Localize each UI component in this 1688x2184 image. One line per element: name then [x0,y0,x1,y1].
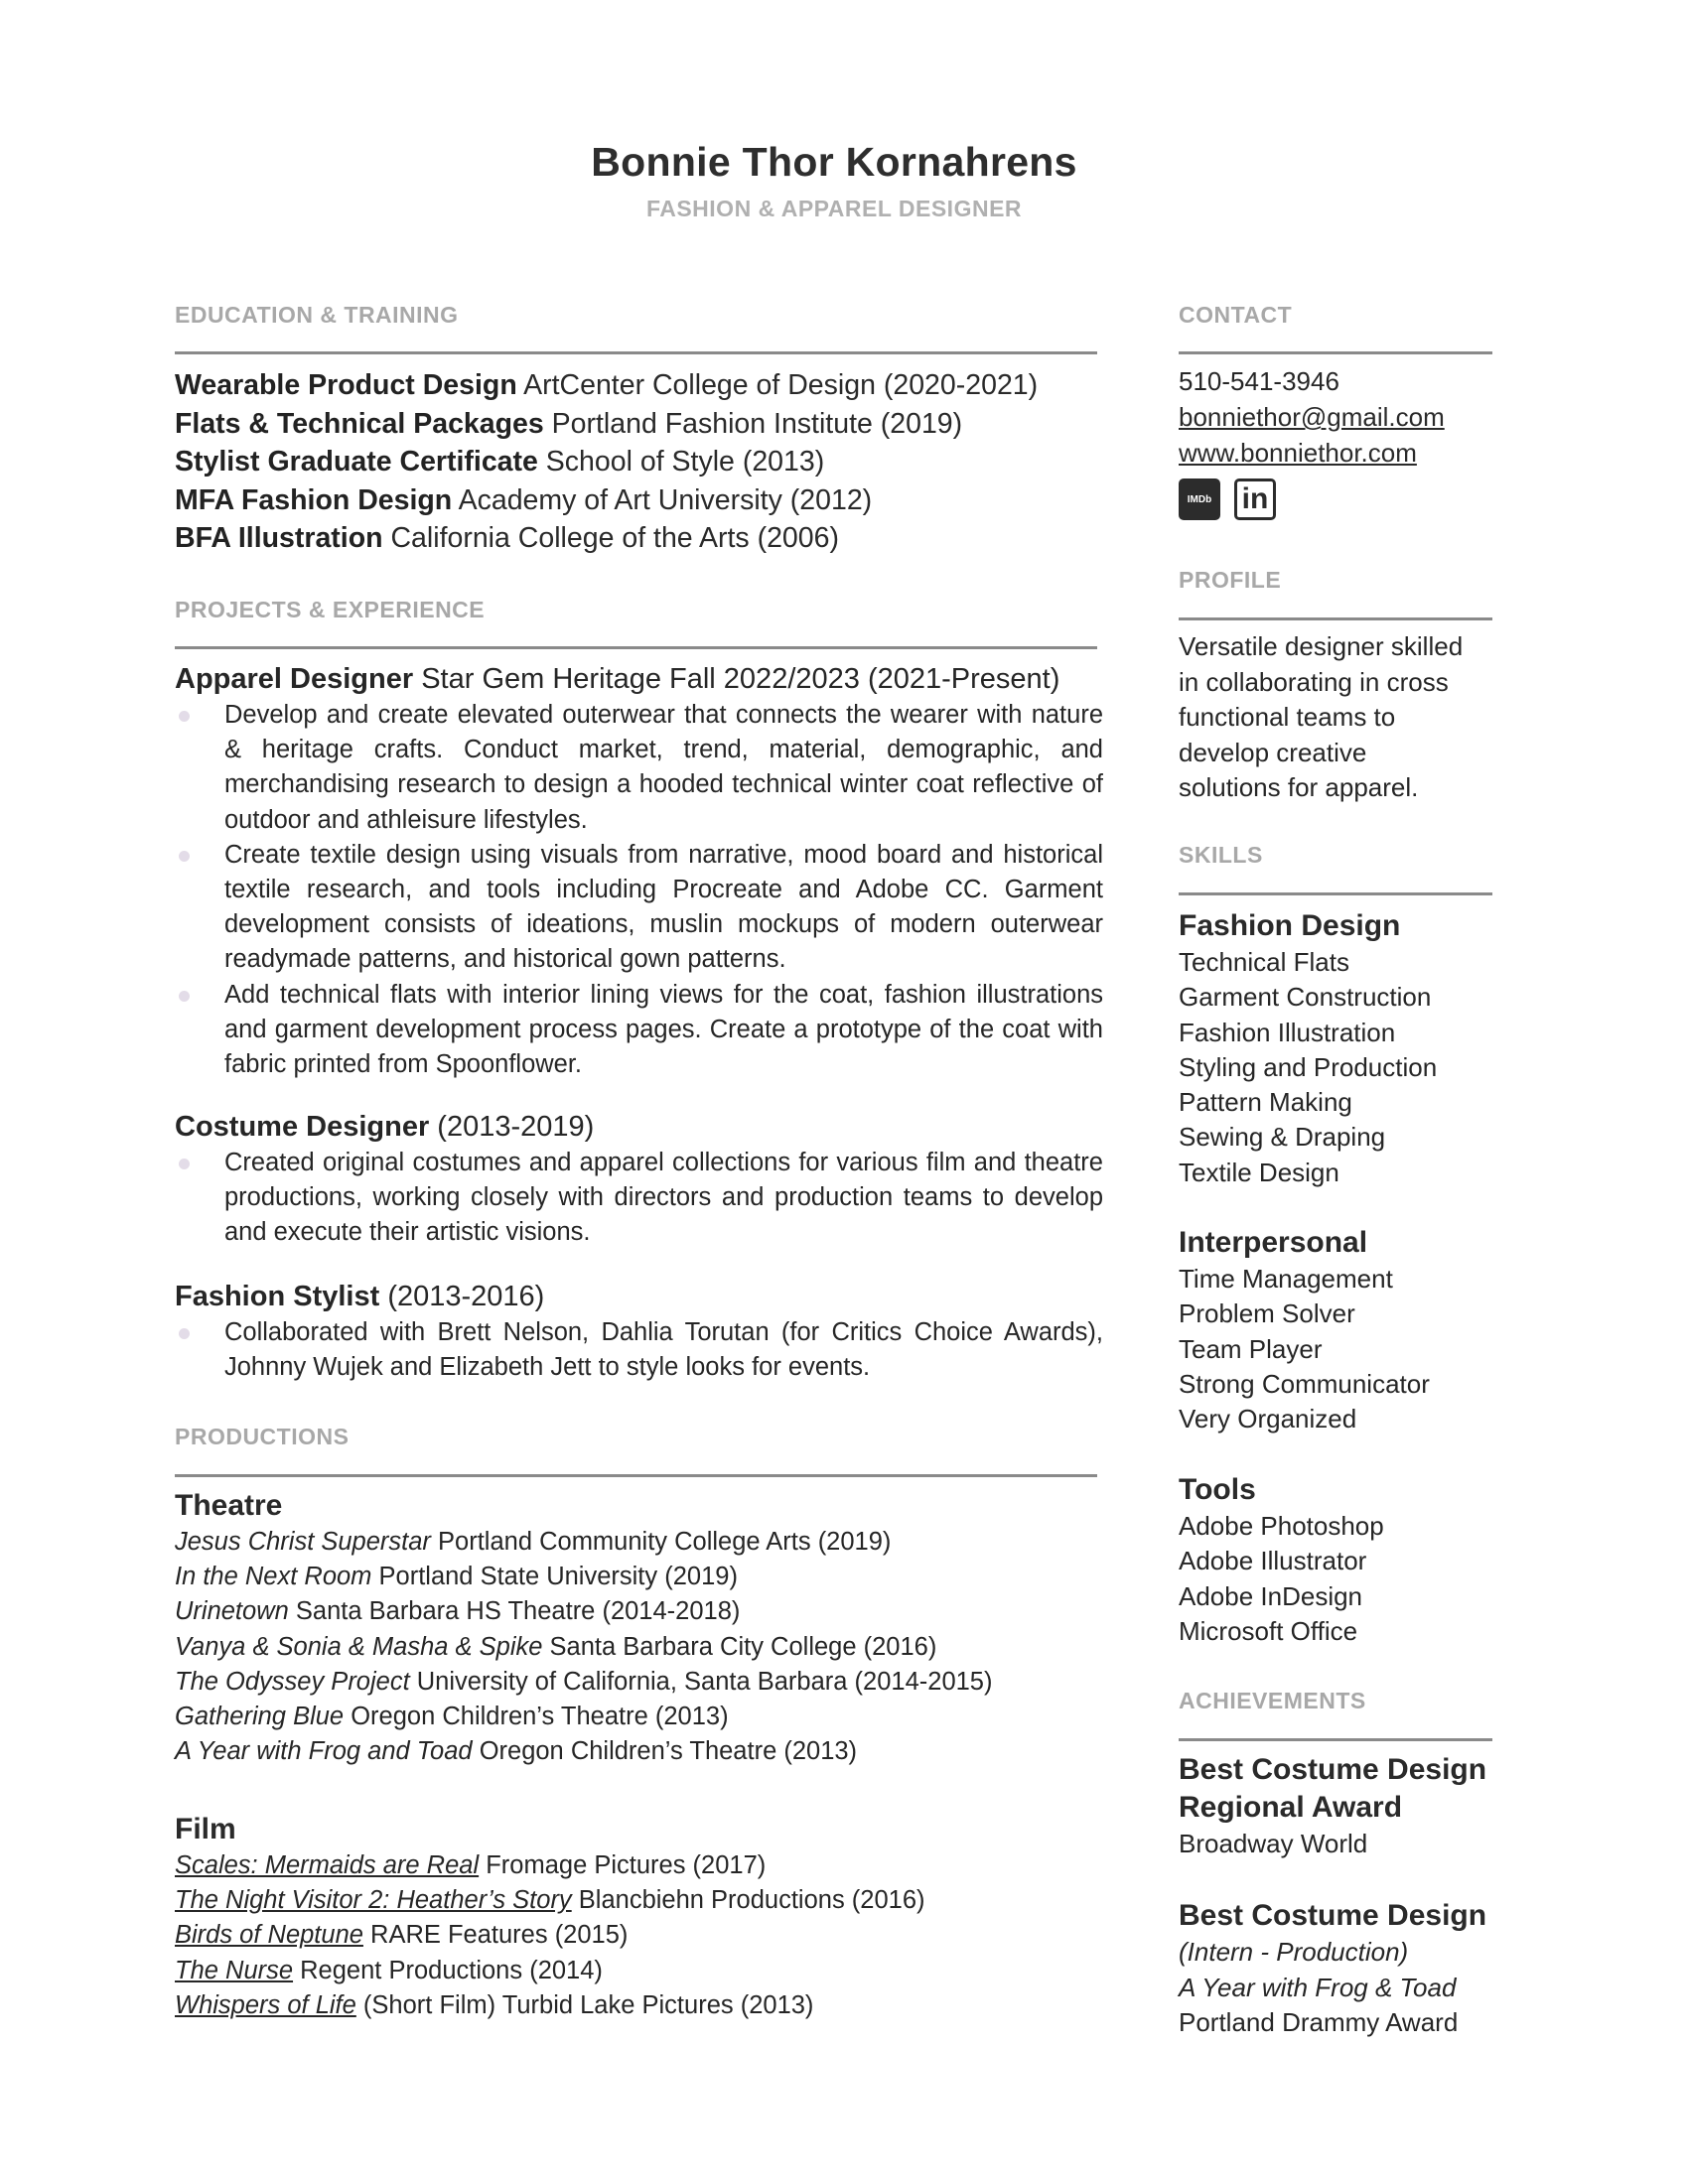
achievements-heading: ACHIEVEMENTS [1179,1688,1366,1713]
production-item [175,1525,1103,1560]
degree-title: Flats & Technical Packages [175,407,544,440]
production-item [175,1988,1103,2023]
skills-heading: SKILLS [1179,842,1263,868]
film-heading: Film [175,1813,236,1845]
education-list [175,366,1103,558]
skill-item: Very Organized [1179,1404,1357,1434]
job-details: (2013-2016) [387,1281,545,1312]
email-link[interactable]: bonniethor@gmail.com [1179,402,1445,432]
job-title-line [175,660,1103,698]
job-title-line [175,1108,1103,1146]
bullet-dot [179,711,190,722]
production-title: In the Next Room [175,1563,372,1591]
skill-item: Pattern Making [1179,1087,1352,1118]
skill-item: Garment Construction [1179,982,1432,1013]
skill-item: Strong Communicator [1179,1368,1430,1399]
skill-item: Team Player [1179,1333,1323,1364]
candidate-title: FASHION & APPAREL DESIGNER [645,196,1023,221]
skill-item: Technical Flats [1179,947,1349,977]
production-venue: Santa Barbara City College (2016) [549,1632,937,1661]
production-item [175,1918,1103,1953]
production-title: A Year with Frog and Toad [175,1737,473,1766]
award-subtitle: Regional Award [1179,1791,1403,1824]
bullet-dot [179,851,190,862]
film-section [175,1811,1103,2023]
education-item [175,443,1103,481]
education-item [175,366,1103,405]
bullet-dot [179,1159,190,1169]
job-bullets [175,698,1103,1082]
production-company: Fromage Pictures (2017) [486,1851,767,1879]
skill-group-title: Tools [1179,1473,1256,1506]
job-bullets [175,1315,1103,1385]
degree-title: Wearable Product Design [175,369,517,401]
degree-title: BFA Illustration [175,522,383,554]
film-title-link[interactable]: Birds of Neptune [175,1921,363,1950]
production-title: Jesus Christ Superstar [175,1528,431,1556]
award-regional [1179,1751,1496,1862]
skill-item: Fashion Illustration [1179,1017,1396,1047]
skill-item: Microsoft Office [1179,1615,1358,1646]
job-title: Apparel Designer [175,663,414,695]
skill-group-title: Interpersonal [1179,1226,1368,1259]
degree-school: School of Style (2013) [545,446,825,478]
bullet-dot [179,991,190,1002]
experience-divider [175,646,1097,649]
film-title-link[interactable]: Whispers of Life [175,1990,356,2019]
production-item [175,1848,1103,1883]
degree-school: Academy of Art University (2012) [458,483,873,516]
production-company: RARE Features (2015) [370,1921,629,1950]
bullet-item: Develop and create elevated outerwear that connects the wearer with nature & heritage crafts. Conduct market, trend, material, demographic, and merchandising research to design a hooded technical winter coat reflective of outdoor and athleisure lifestyles. [175,698,1103,838]
profile-line: solutions for apparel. [1179,772,1419,802]
award-org: Broadway World [1179,1829,1368,1858]
contact-heading: CONTACT [1179,302,1293,328]
profile-heading: PROFILE [1179,567,1282,593]
skills-fashion-design [1179,907,1496,1190]
job-details: (2013-2019) [437,1111,595,1143]
experience-heading: PROJECTS & EXPERIENCE [175,597,486,622]
production-venue: Oregon Children’s Theatre (2013) [479,1737,858,1766]
profile-line: develop creative [1179,737,1367,767]
contact-block [1179,363,1496,520]
production-item [175,1560,1103,1594]
award-category: (Intern - Production) [1179,1937,1409,1967]
achievements-divider [1179,1738,1492,1741]
profile-line: functional teams to [1179,702,1396,732]
education-item [175,519,1103,558]
degree-title: Stylist Graduate Certificate [175,446,538,478]
award-title: Best Costume Design [1179,1899,1487,1932]
theatre-heading: Theatre [175,1489,283,1522]
theatre-section [175,1487,1103,1769]
degree-school: ArtCenter College of Design (2020-2021) [523,369,1039,401]
skill-item: Adobe Illustrator [1179,1546,1367,1576]
production-item [175,1700,1103,1734]
skill-item: Styling and Production [1179,1051,1438,1082]
job-details: Star Gem Heritage Fall 2022/2023 (2021-Present) [421,663,1060,695]
linkedin-icon[interactable]: in [1234,478,1276,520]
profile-block [1179,629,1496,806]
profile-line: in collaborating in cross [1179,666,1449,697]
production-title: Gathering Blue [175,1703,345,1731]
imdb-icon[interactable]: IMDb [1179,478,1220,520]
skill-item: Sewing & Draping [1179,1122,1386,1153]
bullet-item: Create textile design using visuals from narrative, mood board and historical textile research, and tools including Procreate and Adobe CC. Garment development consists of ideations, muslin mockups of modern outerwear readymade patterns, and historical gown patterns. [175,838,1103,978]
degree-title: MFA Fashion Design [175,483,453,516]
production-item [175,1883,1103,1918]
resume-header [0,139,1668,222]
production-company: (Short Film) Turbid Lake Pictures (2013) [362,1990,814,2019]
skill-item: Problem Solver [1179,1298,1355,1329]
skill-item: Adobe InDesign [1179,1580,1363,1611]
profile-line: Versatile designer skilled [1179,631,1464,661]
profile-divider [1179,617,1492,620]
contact-divider [1179,351,1492,354]
award-org: Portland Drammy Award [1179,2007,1459,2037]
bullet-item: Collaborated with Brett Nelson, Dahlia Torutan (for Critics Choice Awards), Johnny Wujek and Elizabeth Jett to style looks for events. [175,1315,1103,1385]
production-title: The Odyssey Project [175,1667,410,1696]
production-company: Blancbiehn Productions (2016) [578,1886,925,1915]
skills-tools [1179,1471,1496,1649]
production-venue: Santa Barbara HS Theatre (2014-2018) [295,1597,741,1626]
production-item [175,1594,1103,1629]
film-title-link[interactable]: The Night Visitor 2: Heather’s Story [175,1886,572,1915]
website-link[interactable]: www.bonniethor.com [1179,438,1417,468]
degree-school: Portland Fashion Institute (2019) [551,407,963,440]
job-fashion-stylist [175,1278,1103,1385]
award-title: Best Costume Design [1179,1753,1487,1786]
skill-item: Textile Design [1179,1157,1339,1187]
job-title: Costume Designer [175,1111,430,1143]
job-bullets [175,1146,1103,1251]
skills-divider [1179,892,1492,895]
film-title-link[interactable]: The Nurse [175,1956,294,1984]
job-costume-designer [175,1108,1103,1251]
production-title: Vanya & Sonia & Masha & Spike [175,1632,543,1661]
degree-school: California College of the Arts (2006) [390,522,839,554]
skill-item: Adobe Photoshop [1179,1511,1384,1541]
skills-interpersonal [1179,1224,1496,1436]
candidate-name: Bonnie Thor Kornahrens [591,139,1077,185]
skill-item: Time Management [1179,1264,1393,1294]
phone-number: 510-541-3946 [1179,366,1339,396]
production-title: Urinetown [175,1597,289,1626]
job-title-line [175,1278,1103,1315]
production-item [175,1630,1103,1665]
job-apparel-designer [175,660,1103,1082]
education-item [175,405,1103,444]
production-item [175,1734,1103,1769]
social-icons [1179,478,1496,520]
production-item [175,1954,1103,1988]
award-production: A Year with Frog & Toad [1179,1972,1457,2002]
education-divider [175,351,1097,354]
bullet-item: Add technical flats with interior lining views for the coat, fashion illustrations and garment development process pages. Create a prototype of the coat with fabric printed from Spoonflower. [175,978,1103,1083]
production-company: Regent Productions (2014) [300,1956,603,1984]
production-venue: University of California, Santa Barbara (2014-2015) [416,1667,993,1696]
production-venue: Portland Community College Arts (2019) [438,1528,892,1556]
award-drammy [1179,1897,1496,2041]
production-venue: Portland State University (2019) [378,1563,738,1591]
job-title: Fashion Stylist [175,1281,380,1312]
productions-divider [175,1474,1097,1477]
skill-group-title: Fashion Design [1179,909,1401,942]
education-item [175,481,1103,520]
production-venue: Oregon Children’s Theatre (2013) [351,1703,729,1731]
bullet-item: Created original costumes and apparel collections for various film and theatre productions, working closely with directors and production teams to develop and execute their artistic visions. [175,1146,1103,1251]
film-title-link[interactable]: Scales: Mermaids are Real [175,1851,480,1879]
education-heading: EDUCATION & TRAINING [175,302,459,328]
bullet-dot [179,1328,190,1339]
productions-heading: PRODUCTIONS [175,1424,350,1449]
production-item [175,1665,1103,1700]
